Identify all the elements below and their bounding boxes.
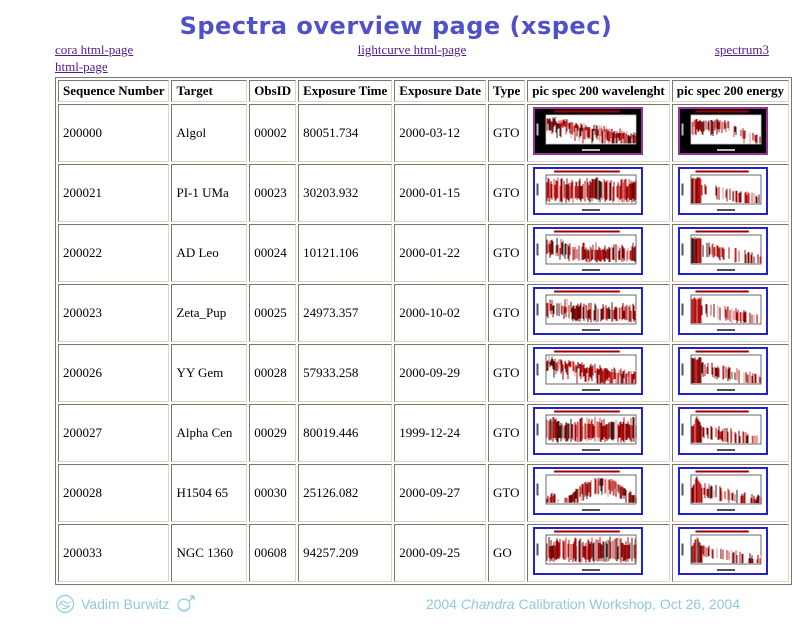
col-header-obsid: ObsID bbox=[249, 80, 296, 102]
spectrum-energy-thumbnail[interactable] bbox=[678, 527, 768, 575]
spectrum-wavelength-thumbnail[interactable] bbox=[533, 527, 643, 575]
target-cell: H1504 65 bbox=[171, 464, 247, 522]
sequence-number-cell: 200023 bbox=[58, 284, 169, 342]
sequence-number-cell: 200021 bbox=[58, 164, 169, 222]
mpe-logo-icon[interactable] bbox=[55, 594, 75, 614]
col-header-type: Type bbox=[488, 80, 525, 102]
spectrum-wavelength-thumbnail[interactable] bbox=[533, 107, 643, 155]
col-header-pic-spec-wavelenght: pic spec 200 wavelenght bbox=[527, 80, 670, 102]
table-row bbox=[58, 104, 789, 162]
type-cell: GTO bbox=[488, 464, 525, 522]
exposure-date-cell: 1999-12-24 bbox=[394, 404, 486, 462]
spectrum-energy-thumbnail[interactable] bbox=[678, 287, 768, 335]
exposure-date-cell: 2000-09-25 bbox=[394, 524, 486, 582]
col-header-sequence-number: Sequence Number bbox=[58, 80, 169, 102]
exposure-date-cell: 2000-09-29 bbox=[394, 344, 486, 402]
target-cell: Algol bbox=[171, 104, 247, 162]
spectrum-wavelength-thumbnail[interactable] bbox=[533, 407, 643, 455]
type-cell: GTO bbox=[488, 104, 525, 162]
exposure-time-cell: 30203.932 bbox=[298, 164, 392, 222]
credit-year: 2004 bbox=[425, 596, 457, 612]
target-cell: NGC 1360 bbox=[171, 524, 247, 582]
spectra-table bbox=[55, 77, 792, 585]
spectrum-energy-thumbnail[interactable] bbox=[678, 407, 768, 455]
sequence-number-cell: 200028 bbox=[58, 464, 169, 522]
exposure-time-cell: 80051.734 bbox=[298, 104, 392, 162]
table-header-row bbox=[58, 80, 789, 102]
exposure-date-cell: 2000-09-27 bbox=[394, 464, 486, 522]
exposure-time-cell: 57933.258 bbox=[298, 344, 392, 402]
sequence-number-cell: 200022 bbox=[58, 224, 169, 282]
obsid-cell: 00608 bbox=[249, 524, 296, 582]
table-row bbox=[58, 404, 789, 462]
obsid-cell: 00024 bbox=[249, 224, 296, 282]
table-row bbox=[58, 164, 789, 222]
type-cell: GTO bbox=[488, 404, 525, 462]
target-cell: YY Gem bbox=[171, 344, 247, 402]
cxc-logo-icon[interactable] bbox=[175, 594, 197, 614]
footer bbox=[55, 594, 740, 614]
html-page-link[interactable]: html-page bbox=[55, 59, 108, 74]
table-row bbox=[58, 224, 789, 282]
sequence-number-cell: 200033 bbox=[58, 524, 169, 582]
exposure-time-cell: 80019.446 bbox=[298, 404, 392, 462]
spectrum-energy-thumbnail[interactable] bbox=[678, 467, 768, 515]
sequence-number-cell: 200027 bbox=[58, 404, 169, 462]
table-row bbox=[58, 524, 789, 582]
table-row bbox=[58, 464, 789, 522]
lightcurve-html-page-link[interactable]: lightcurve html-page bbox=[357, 42, 467, 57]
obsid-cell: 00028 bbox=[249, 344, 296, 402]
type-cell: GO bbox=[488, 524, 525, 582]
col-header-exposure-date: Exposure Date bbox=[394, 80, 486, 102]
page-title: Spectra overview page (xspec) bbox=[179, 12, 613, 40]
spectrum-wavelength-thumbnail[interactable] bbox=[533, 467, 643, 515]
exposure-date-cell: 2000-03-12 bbox=[394, 104, 486, 162]
target-cell: Alpha Cen bbox=[171, 404, 247, 462]
credit-text: Calibration Workshop, Oct 26, 2004 bbox=[518, 596, 740, 612]
spectrum-energy-thumbnail[interactable] bbox=[678, 347, 768, 395]
exposure-date-cell: 2000-01-22 bbox=[394, 224, 486, 282]
exposure-date-cell: 2000-01-15 bbox=[394, 164, 486, 222]
obsid-cell: 00025 bbox=[249, 284, 296, 342]
exposure-time-cell: 94257.209 bbox=[298, 524, 392, 582]
table-row bbox=[58, 344, 789, 402]
col-header-exposure-time: Exposure Time bbox=[298, 80, 392, 102]
type-cell: GTO bbox=[488, 284, 525, 342]
nav-links bbox=[55, 42, 769, 75]
obsid-cell: 00030 bbox=[249, 464, 296, 522]
exposure-time-cell: 24973.357 bbox=[298, 284, 392, 342]
spectrum-energy-thumbnail[interactable] bbox=[678, 227, 768, 275]
col-header-target: Target bbox=[171, 80, 247, 102]
spectrum-wavelength-thumbnail[interactable] bbox=[533, 347, 643, 395]
type-cell: GTO bbox=[488, 344, 525, 402]
target-cell: PI-1 UMa bbox=[171, 164, 247, 222]
credit-chandra: Chandra bbox=[460, 596, 515, 612]
spectrum-energy-thumbnail[interactable] bbox=[678, 167, 768, 215]
spectrum-wavelength-thumbnail[interactable] bbox=[533, 167, 643, 215]
type-cell: GTO bbox=[488, 224, 525, 282]
obsid-cell: 00023 bbox=[249, 164, 296, 222]
spectrum3-link[interactable]: spectrum3 bbox=[714, 42, 769, 57]
exposure-time-cell: 25126.082 bbox=[298, 464, 392, 522]
workshop-credit bbox=[426, 596, 740, 612]
obsid-cell: 00029 bbox=[249, 404, 296, 462]
spectrum-wavelength-thumbnail[interactable] bbox=[533, 287, 643, 335]
exposure-time-cell: 10121.106 bbox=[298, 224, 392, 282]
target-cell: Zeta_Pup bbox=[171, 284, 247, 342]
cora-html-page-link[interactable]: cora html-page bbox=[55, 42, 134, 57]
spectrum-energy-thumbnail[interactable] bbox=[678, 107, 768, 155]
col-header-pic-spec-energy: pic spec 200 energy bbox=[672, 80, 789, 102]
author-name: Vadim Burwitz bbox=[81, 596, 170, 612]
sequence-number-cell: 200026 bbox=[58, 344, 169, 402]
type-cell: GTO bbox=[488, 164, 525, 222]
target-cell: AD Leo bbox=[171, 224, 247, 282]
obsid-cell: 00002 bbox=[249, 104, 296, 162]
table-row bbox=[58, 284, 789, 342]
exposure-date-cell: 2000-10-02 bbox=[394, 284, 486, 342]
sequence-number-cell: 200000 bbox=[58, 104, 169, 162]
spectrum-wavelength-thumbnail[interactable] bbox=[533, 227, 643, 275]
